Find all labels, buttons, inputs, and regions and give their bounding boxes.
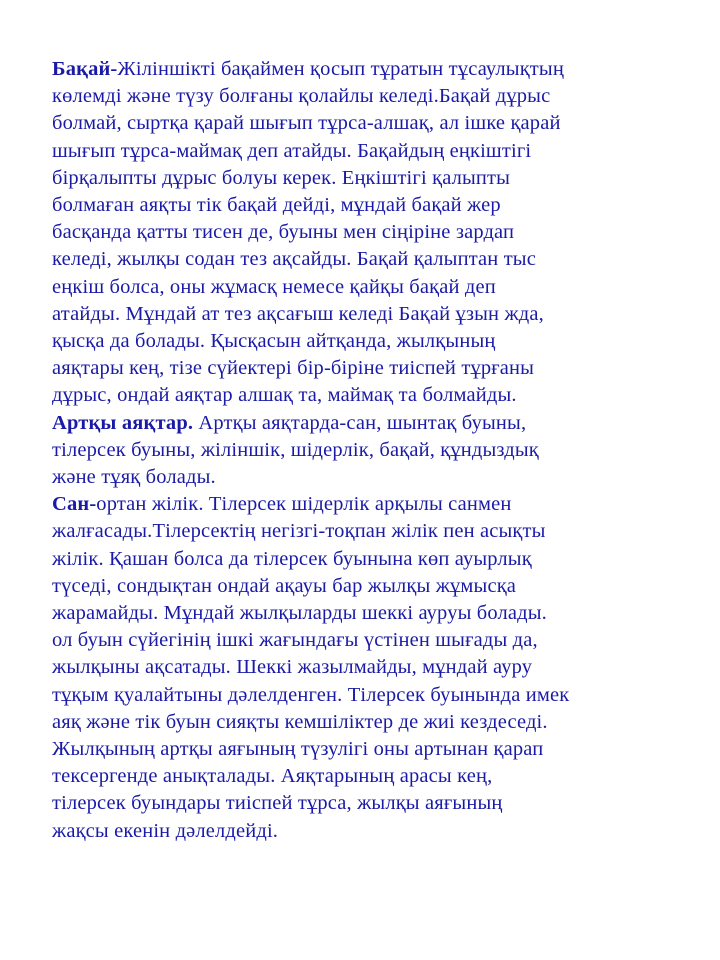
term-bakai: Бақай- <box>52 58 118 80</box>
text-line: Жылқының артқы аяғының түзулігі оны артынан қарап <box>52 738 544 761</box>
term-rear-legs: Артқы аяқтар. <box>52 411 194 434</box>
text-line: аяқ және тік буын сияқты кемшіліктер де жиі кездеседі. <box>52 710 548 733</box>
text-line <box>52 56 672 83</box>
text-segment: Артқы аяқтарда-сан, шынтақ буыны, <box>193 411 527 434</box>
text-line: жылқыны ақсатады. Шеккі жазылмайды, мұндай ауру <box>52 656 533 679</box>
text-line: көлемді және түзу болғаны қолайлы келеді.Бақай дұрыс <box>52 85 551 108</box>
text-line: дұрыс, ондай аяқтар алшақ та, маймақ та болмайды. <box>52 384 517 407</box>
text-line: келеді, жылқы содан тез ақсайды. Бақай қалыптан тыс <box>52 248 536 271</box>
text-line: тілерсек буыны, жіліншік, шідерлік, бақай, құндыздық <box>52 438 539 461</box>
term-san: Сан- <box>52 493 97 516</box>
text-line: қысқа да болады. Қысқасын айтқанда, жылқының <box>52 330 496 353</box>
text-line: жілік. Қашан болса да тілерсек буынына көп ауырлық <box>52 547 532 570</box>
text-line: тілерсек буындары тиіспей тұрса, жылқы аяғының <box>52 792 503 815</box>
text-line: аяқтары кең, тізе сүйектері бір-біріне тиіспей тұрғаны <box>52 357 535 380</box>
text-line: еңкіш болса, оны жұмасқ немесе қайқы бақай деп <box>52 275 496 298</box>
text-line <box>52 491 672 518</box>
text-line: басқанда қатты тисен де, буыны мен сіңіріне зардап <box>52 221 515 244</box>
text-line: ол буын сүйегінің ішкі жағындағы үстінен шығады да, <box>52 629 538 652</box>
text-segment: ортан жілік. Тілерсек шідерлік арқылы санмен <box>96 493 512 516</box>
text-line: атайды. Мұндай ат тез ақсағыш келеді Бақай ұзын жда, <box>52 302 544 325</box>
text-line: бірқалыпты дұрыс болуы керек. Еңкіштігі қалыпты <box>52 166 511 189</box>
document-text <box>52 56 672 845</box>
text-line: түседі, сондықтан ондай ақауы бар жылқы жұмысқа <box>52 574 517 597</box>
text-line: жарамайды. Мұндай жылқыларды шеккі ауруы болады. <box>52 602 547 625</box>
text-line: тұқым қуалайтыны дәлелденген. Тілерсек буынында имек <box>52 683 570 706</box>
text-line: болмай, сыртқа қарай шығып тұрса-алшақ, ал ішке қарай <box>52 112 561 135</box>
text-line: жалғасады.Тілерсектің негізгі-тоқпан жілік пен асықты <box>52 520 546 543</box>
text-line: және тұяқ болады. <box>52 466 216 489</box>
text-line: шығып тұрса-маймақ деп атайды. Бақайдың еңкіштігі <box>52 139 532 162</box>
text-line: болмаған аяқты тік бақай дейді, мұндай бақай жер <box>52 194 501 217</box>
text-line: тексергенде анықталады. Аяқтарының арасы кең, <box>52 765 493 788</box>
text-line: жақсы екенін дәлелдейді. <box>52 819 279 842</box>
text-line <box>52 410 672 437</box>
text-segment: Жіліншікті бақаймен қосып тұратын тұсаулықтың <box>117 58 564 80</box>
